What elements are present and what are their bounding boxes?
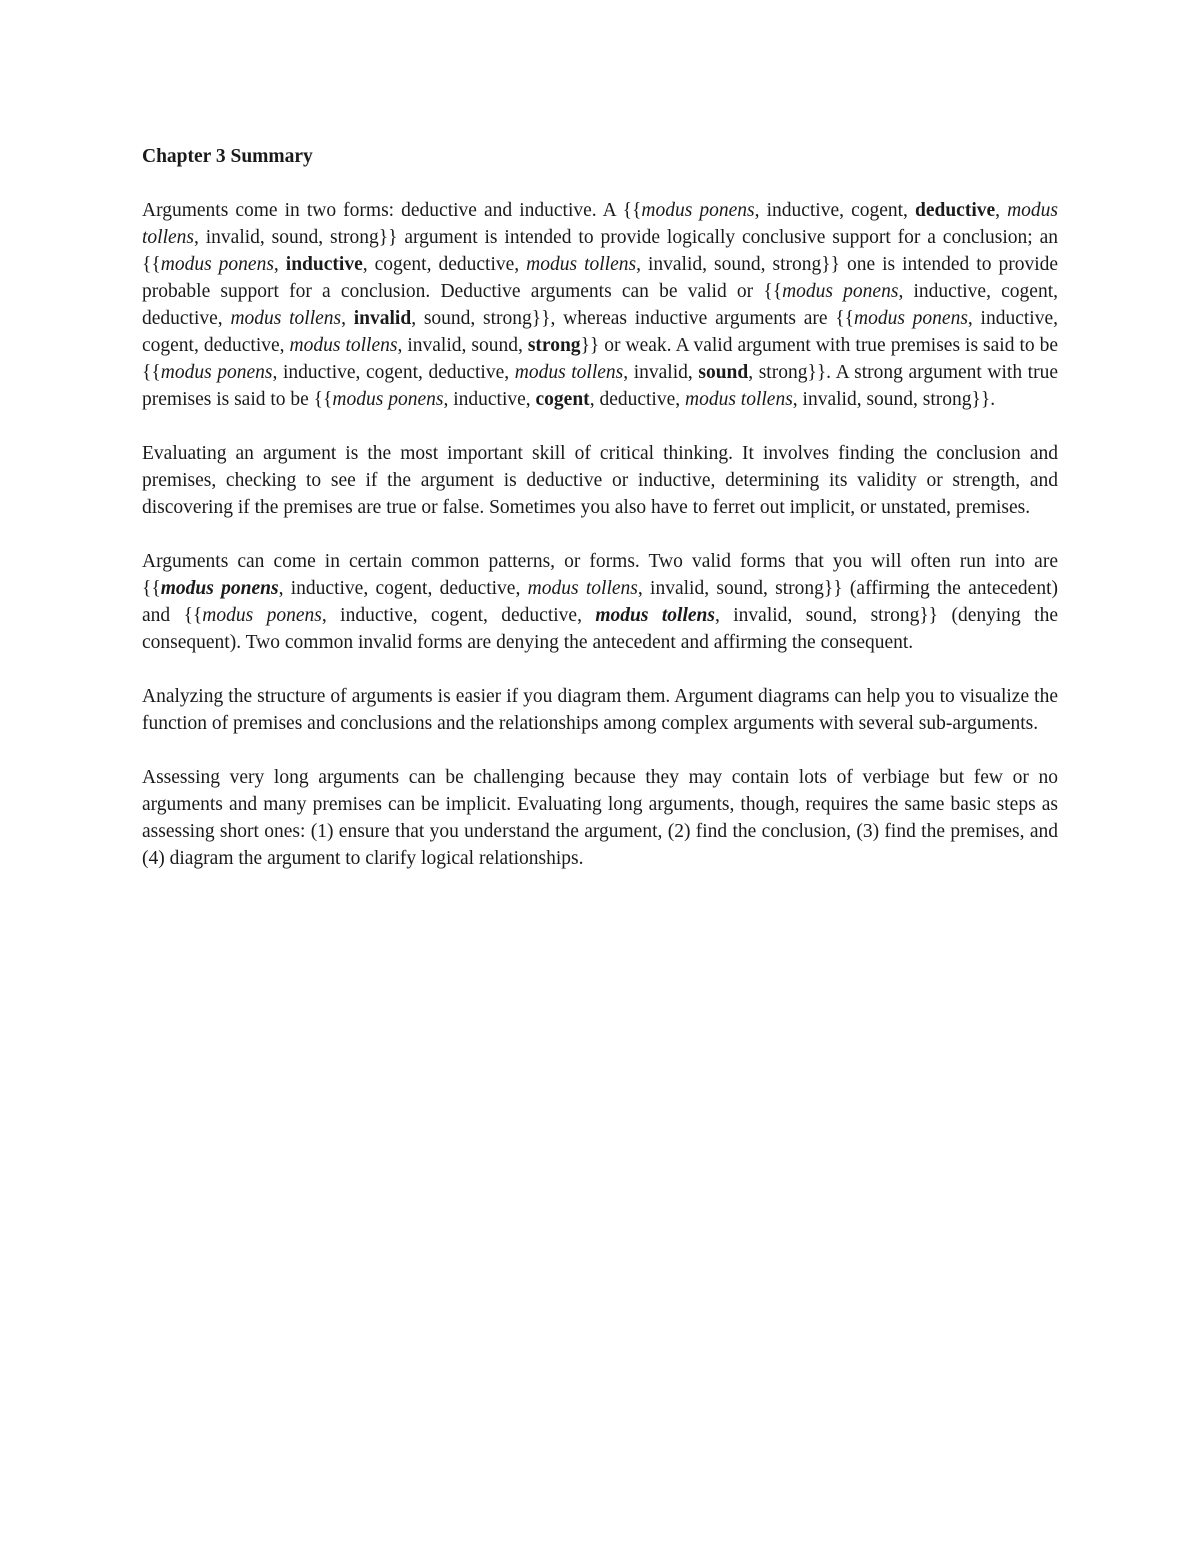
text-segment: }} or weak. A valid argument with true premises is said to be {{	[142, 335, 1059, 383]
text-segment: strong	[527, 335, 581, 356]
text-segment: Evaluating an argument is the most important skill of critical thinking. It involves finding the conclusion and premises, checking to see if the argument is deductive or inductive, determining its validity or strength, and discovering if the premises are true or false. Sometimes you also have to ferret out implicit, or unstated, premises.	[142, 443, 1058, 518]
text-segment: ,	[341, 308, 354, 329]
text-segment: , inductive, cogent, deductive,	[278, 578, 528, 599]
text-segment: , inductive, cogent, deductive,	[142, 308, 1058, 356]
text-segment: ,	[273, 254, 286, 275]
text-segment: , invalid, sound, strong}}.	[792, 389, 996, 410]
text-segment: , inductive, cogent, deductive,	[142, 281, 1058, 329]
text-segment: , strong}}. A strong argument with true premises is said to be {{	[142, 362, 1058, 410]
text-segment: sound	[698, 362, 749, 383]
text-segment: inductive	[285, 254, 363, 275]
document-page	[142, 143, 1058, 899]
text-segment: , invalid, sound, strong}} one is intended to provide probable support for a conclusion. Deductive arguments can be valid or {{	[142, 254, 1059, 302]
text-segment: modus ponens	[641, 200, 755, 221]
text-segment: modus ponens	[854, 308, 968, 329]
text-segment: modus ponens	[202, 605, 322, 626]
text-segment: modus tollens	[230, 308, 342, 329]
text-segment: Assessing very long arguments can be challenging because they may contain lots of verbiage but few or no arguments and many premises can be implicit. Evaluating long arguments, though, requires the same basic steps as assessing short ones: (1) ensure that you understand the argument, (2) find the conclusion, (3) find the premises, and (4) diagram the argument to clarify logical relationships.	[142, 767, 1058, 869]
text-segment: modus ponens	[160, 578, 279, 599]
text-segment: modus tollens	[526, 254, 637, 275]
text-segment: modus ponens	[160, 254, 274, 275]
text-segment: modus ponens	[332, 389, 444, 410]
text-segment: , invalid, sound, strong}} argument is intended to provide logically conclusive support for a conclusion; an {{	[142, 227, 1058, 275]
text-segment: , sound, strong}}, whereas inductive arguments are {{	[411, 308, 854, 329]
text-segment: cogent	[535, 389, 590, 410]
text-segment: modus tollens	[595, 605, 715, 626]
text-segment: modus ponens	[782, 281, 899, 302]
paragraph-1	[142, 197, 1058, 413]
text-segment: Analyzing the structure of arguments is easier if you diagram them. Argument diagrams can help you to visualize the function of premises and conclusions and the relationships among complex arguments with several sub-arguments.	[142, 686, 1058, 734]
text-segment: Arguments come in two forms: deductive and inductive. A {{	[142, 200, 642, 221]
text-segment: , invalid,	[623, 362, 699, 383]
document-body	[142, 197, 1058, 872]
page-title: Chapter 3 Summary	[142, 146, 313, 167]
text-segment: modus tollens	[514, 362, 624, 383]
paragraph-2	[142, 440, 1058, 521]
paragraph-3	[142, 548, 1058, 656]
text-segment: Arguments can come in certain common patterns, or forms. Two valid forms that you will often run into are {{	[142, 551, 1058, 599]
text-segment: invalid	[353, 308, 412, 329]
text-segment: modus ponens	[160, 362, 273, 383]
text-segment: , invalid, sound, strong}} (denying the consequent). Two common invalid forms are denying the antecedent and affirming the consequent.	[142, 605, 1058, 653]
text-segment: deductive	[914, 200, 996, 221]
text-segment: , inductive, cogent, deductive,	[272, 362, 515, 383]
text-segment: , inductive, cogent, deductive,	[321, 605, 596, 626]
text-segment: modus tollens	[142, 200, 1059, 248]
text-segment: , deductive,	[589, 389, 685, 410]
text-segment: modus tollens	[685, 389, 793, 410]
text-segment: , invalid, sound, strong}} (affirming the antecedent) and {{	[142, 578, 1058, 626]
text-segment: , inductive,	[443, 389, 536, 410]
text-segment: , cogent, deductive,	[362, 254, 527, 275]
text-segment: modus tollens	[289, 335, 398, 356]
text-segment: , invalid, sound,	[397, 335, 528, 356]
text-segment: ,	[995, 200, 1008, 221]
paragraph-5	[142, 764, 1058, 872]
paragraph-4	[142, 683, 1058, 737]
text-segment: , inductive, cogent,	[754, 200, 915, 221]
text-segment: modus tollens	[527, 578, 638, 599]
